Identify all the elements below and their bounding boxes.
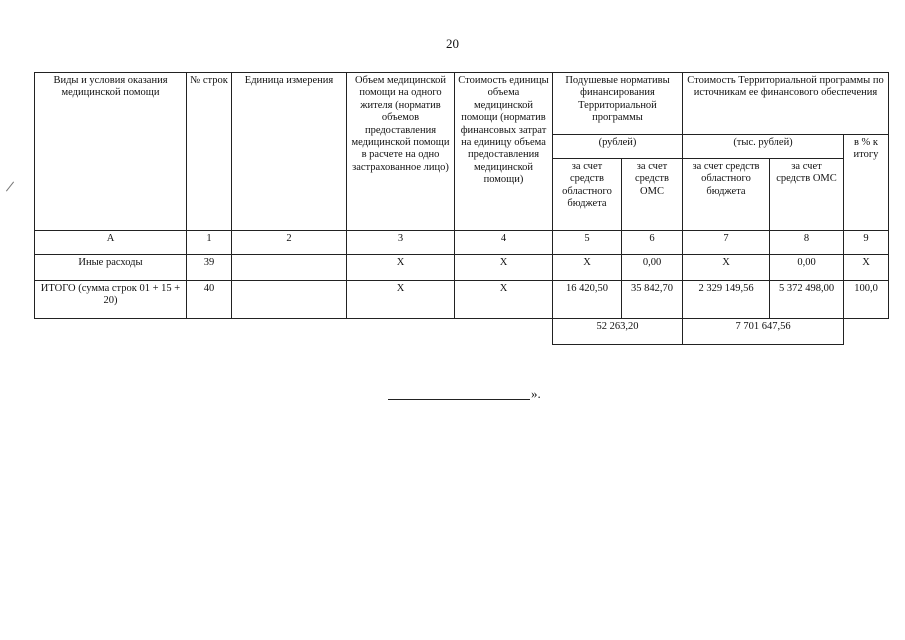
header-regional-budget-5: за счет средств областного бюджета (553, 159, 622, 231)
header-percent: в % к итогу (844, 135, 889, 231)
header-unit: Единица измерения (232, 73, 347, 231)
row-cost-oms: 0,00 (770, 255, 844, 281)
row-volume: Х (347, 281, 455, 319)
index-cell: 9 (844, 231, 889, 255)
row-cost-regional: Х (683, 255, 770, 281)
header-cost: Стоимость единицы объема медицинской помощи (норматив финансовых затрат на единицу объема предоставления медицинской помощи) (455, 73, 553, 231)
row-name: ИТОГО (сумма строк 01 + 15 + 20) (35, 281, 187, 319)
norms-table (34, 72, 889, 345)
row-unit (232, 255, 347, 281)
header-volume: Объем медицинской помощи на одного жителя (норматив объемов предоставления медицинской помощи в расчете на одно застрахованное лицо) (347, 73, 455, 231)
header-oms-8: за счет средств ОМС (770, 159, 844, 231)
table-row (35, 255, 889, 281)
row-cost: Х (455, 255, 553, 281)
row-percent: Х (844, 255, 889, 281)
header-program-cost: Стоимость Территориальной программы по источникам ее финансового обеспечения (683, 73, 889, 135)
totals-spacer (35, 319, 553, 345)
header-type: Виды и условия оказания медицинской помощи (35, 73, 187, 231)
index-cell: 7 (683, 231, 770, 255)
table-row (35, 281, 889, 319)
row-cost-regional: 2 329 149,56 (683, 281, 770, 319)
signature-line (388, 387, 530, 400)
index-cell: 3 (347, 231, 455, 255)
index-cell: 4 (455, 231, 553, 255)
header-per-capita: Подушевые нормативы финансирования Территориальной программы (553, 73, 683, 135)
row-percent: 100,0 (844, 281, 889, 319)
row-per-capita-regional: 16 420,50 (553, 281, 622, 319)
row-per-capita-oms: 0,00 (622, 255, 683, 281)
index-cell: 8 (770, 231, 844, 255)
row-per-capita-regional: Х (553, 255, 622, 281)
index-row (35, 231, 889, 255)
row-cost-oms: 5 372 498,00 (770, 281, 844, 319)
closing-quote: ». (531, 386, 541, 401)
per-capita-total: 52 263,20 (553, 319, 683, 345)
row-volume: Х (347, 255, 455, 281)
header-row-no: № строк (187, 73, 232, 231)
totals-spacer-end (844, 319, 889, 345)
header-units-thousand: (тыс. рублей) (683, 135, 844, 159)
index-cell: 5 (553, 231, 622, 255)
header-oms-6: за счет средств ОМС (622, 159, 683, 231)
row-cost: Х (455, 281, 553, 319)
header-units-rub: (рублей) (553, 135, 683, 159)
row-number: 39 (187, 255, 232, 281)
row-per-capita-oms: 35 842,70 (622, 281, 683, 319)
program-cost-total: 7 701 647,56 (683, 319, 844, 345)
index-cell: 6 (622, 231, 683, 255)
header-regional-budget-7: за счет средств областного бюджета (683, 159, 770, 231)
index-cell: А (35, 231, 187, 255)
page-number: 20 (446, 36, 459, 51)
totals-row (35, 319, 889, 345)
row-number: 40 (187, 281, 232, 319)
row-unit (232, 281, 347, 319)
index-cell: 2 (232, 231, 347, 255)
row-name: Иные расходы (35, 255, 187, 281)
stray-mark (6, 181, 14, 191)
index-cell: 1 (187, 231, 232, 255)
